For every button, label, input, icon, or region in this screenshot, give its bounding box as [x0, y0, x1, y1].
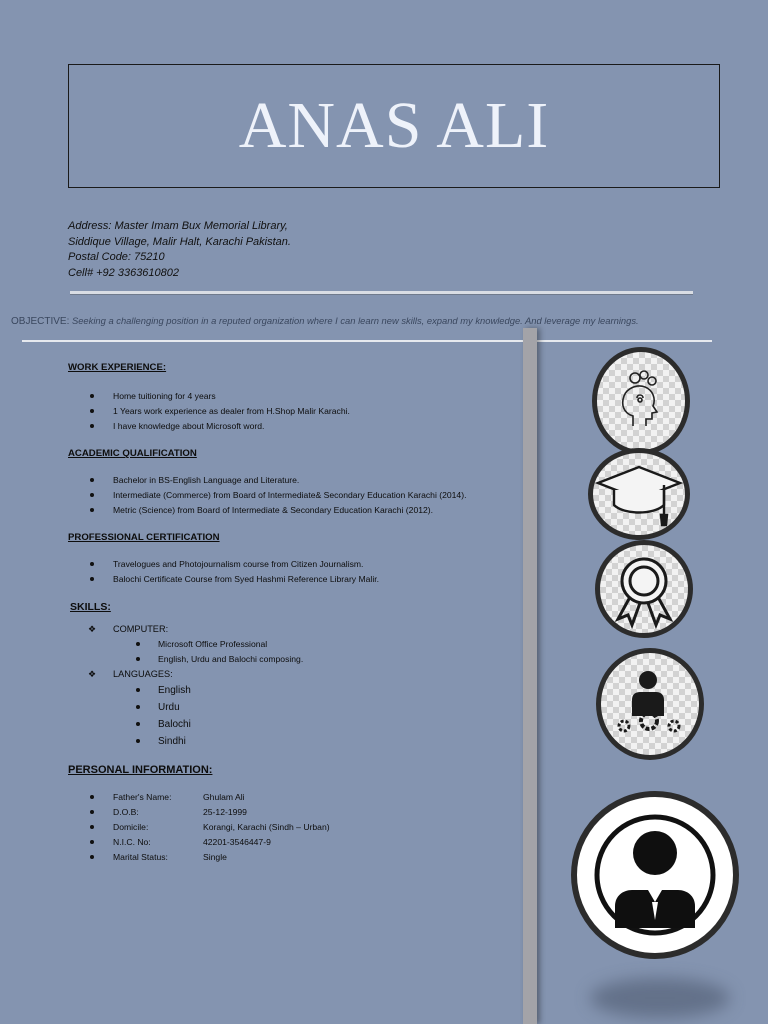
work-experience-heading: WORK EXPERIENCE: — [68, 362, 167, 373]
info-value: 25-12-1999 — [203, 807, 247, 817]
certification-heading: PROFESSIONAL CERTIFICATION — [68, 532, 220, 543]
head-gears-icon — [592, 347, 690, 455]
languages-list — [68, 682, 518, 750]
personal-info-heading: PERSONAL INFORMATION: — [68, 764, 213, 776]
languages-label: ❖ LANGUAGES: — [68, 667, 518, 682]
vertical-bar — [523, 328, 537, 1024]
list-item: Intermediate (Commerce) from Board of Intermediate& Secondary Education Karachi (2014). — [68, 488, 518, 503]
list-item: Balochi — [68, 716, 518, 733]
list-item: English, Urdu and Balochi composing. — [68, 652, 518, 667]
objective-text: Seeking a challenging position in a reputed organization where I can learn new skills, expand my knowledge. And leverage my learnings. — [69, 315, 639, 326]
info-value: Single — [203, 852, 227, 862]
personal-info-row — [68, 790, 518, 805]
personal-info-row — [68, 820, 518, 835]
computer-skills-label: ❖ COMPUTER: — [68, 622, 518, 637]
resume-content — [68, 362, 518, 865]
personal-info-list — [68, 790, 518, 865]
graduation-cap-icon — [588, 448, 690, 540]
list-item: I have knowledge about Microsoft word. — [68, 419, 518, 434]
list-item: Bachelor in BS-English Language and Literature. — [68, 473, 518, 488]
address-block — [68, 219, 291, 281]
info-value: Korangi, Karachi (Sindh – Urban) — [203, 822, 330, 832]
info-key: N.I.C. No: — [113, 837, 151, 847]
list-item: 1 Years work experience as dealer from H.Shop Malir Karachi. — [68, 404, 518, 419]
objective — [11, 315, 761, 327]
academic-list — [68, 473, 518, 518]
businessman-icon — [571, 791, 739, 959]
name-box — [68, 64, 720, 188]
personal-info-row — [68, 835, 518, 850]
info-key: Marital Status: — [113, 852, 168, 862]
person-gears-icon — [596, 648, 704, 760]
divider-mid — [22, 340, 712, 342]
list-item: Sindhi — [68, 733, 518, 750]
work-experience-list — [68, 389, 518, 434]
info-value: Ghulam Ali — [203, 792, 245, 802]
personal-info-row — [68, 850, 518, 865]
cell-number: Cell# +92 3363610802 — [68, 266, 180, 279]
info-key: D.O.B: — [113, 807, 139, 817]
divider-top — [70, 291, 693, 295]
address-line: Siddique Village, Malir Halt, Karachi Pakistan. — [68, 235, 291, 248]
list-item: Balochi Certificate Course from Syed Hashmi Reference Library Malir. — [68, 572, 518, 587]
candidate-name: ANAS ALI — [238, 89, 550, 162]
drop-shadow — [590, 978, 730, 1018]
personal-info-row — [68, 805, 518, 820]
certification-list — [68, 557, 518, 587]
info-key: Father's Name: — [113, 792, 172, 802]
academic-heading: ACADEMIC QUALIFICATION — [68, 448, 197, 459]
objective-label: OBJECTIVE: — [11, 316, 70, 327]
info-value: 42201-3546447-9 — [203, 837, 271, 847]
computer-skills-list — [68, 637, 518, 667]
address-line: Address: Master Imam Bux Memorial Library, — [68, 220, 288, 232]
postal-code: Postal Code: 75210 — [68, 251, 165, 263]
info-key: Domicile: — [113, 822, 149, 832]
list-item: Urdu — [68, 699, 518, 716]
award-ribbon-icon — [595, 540, 693, 638]
list-item: English — [68, 682, 518, 699]
list-item: Home tuitioning for 4 years — [68, 389, 518, 404]
skills-heading: SKILLS: — [70, 601, 111, 613]
list-item: Metric (Science) from Board of Intermediate & Secondary Education Karachi (2012). — [68, 503, 518, 518]
list-item: Travelogues and Photojournalism course from Citizen Journalism. — [68, 557, 518, 572]
list-item: Microsoft Office Professional — [68, 637, 518, 652]
